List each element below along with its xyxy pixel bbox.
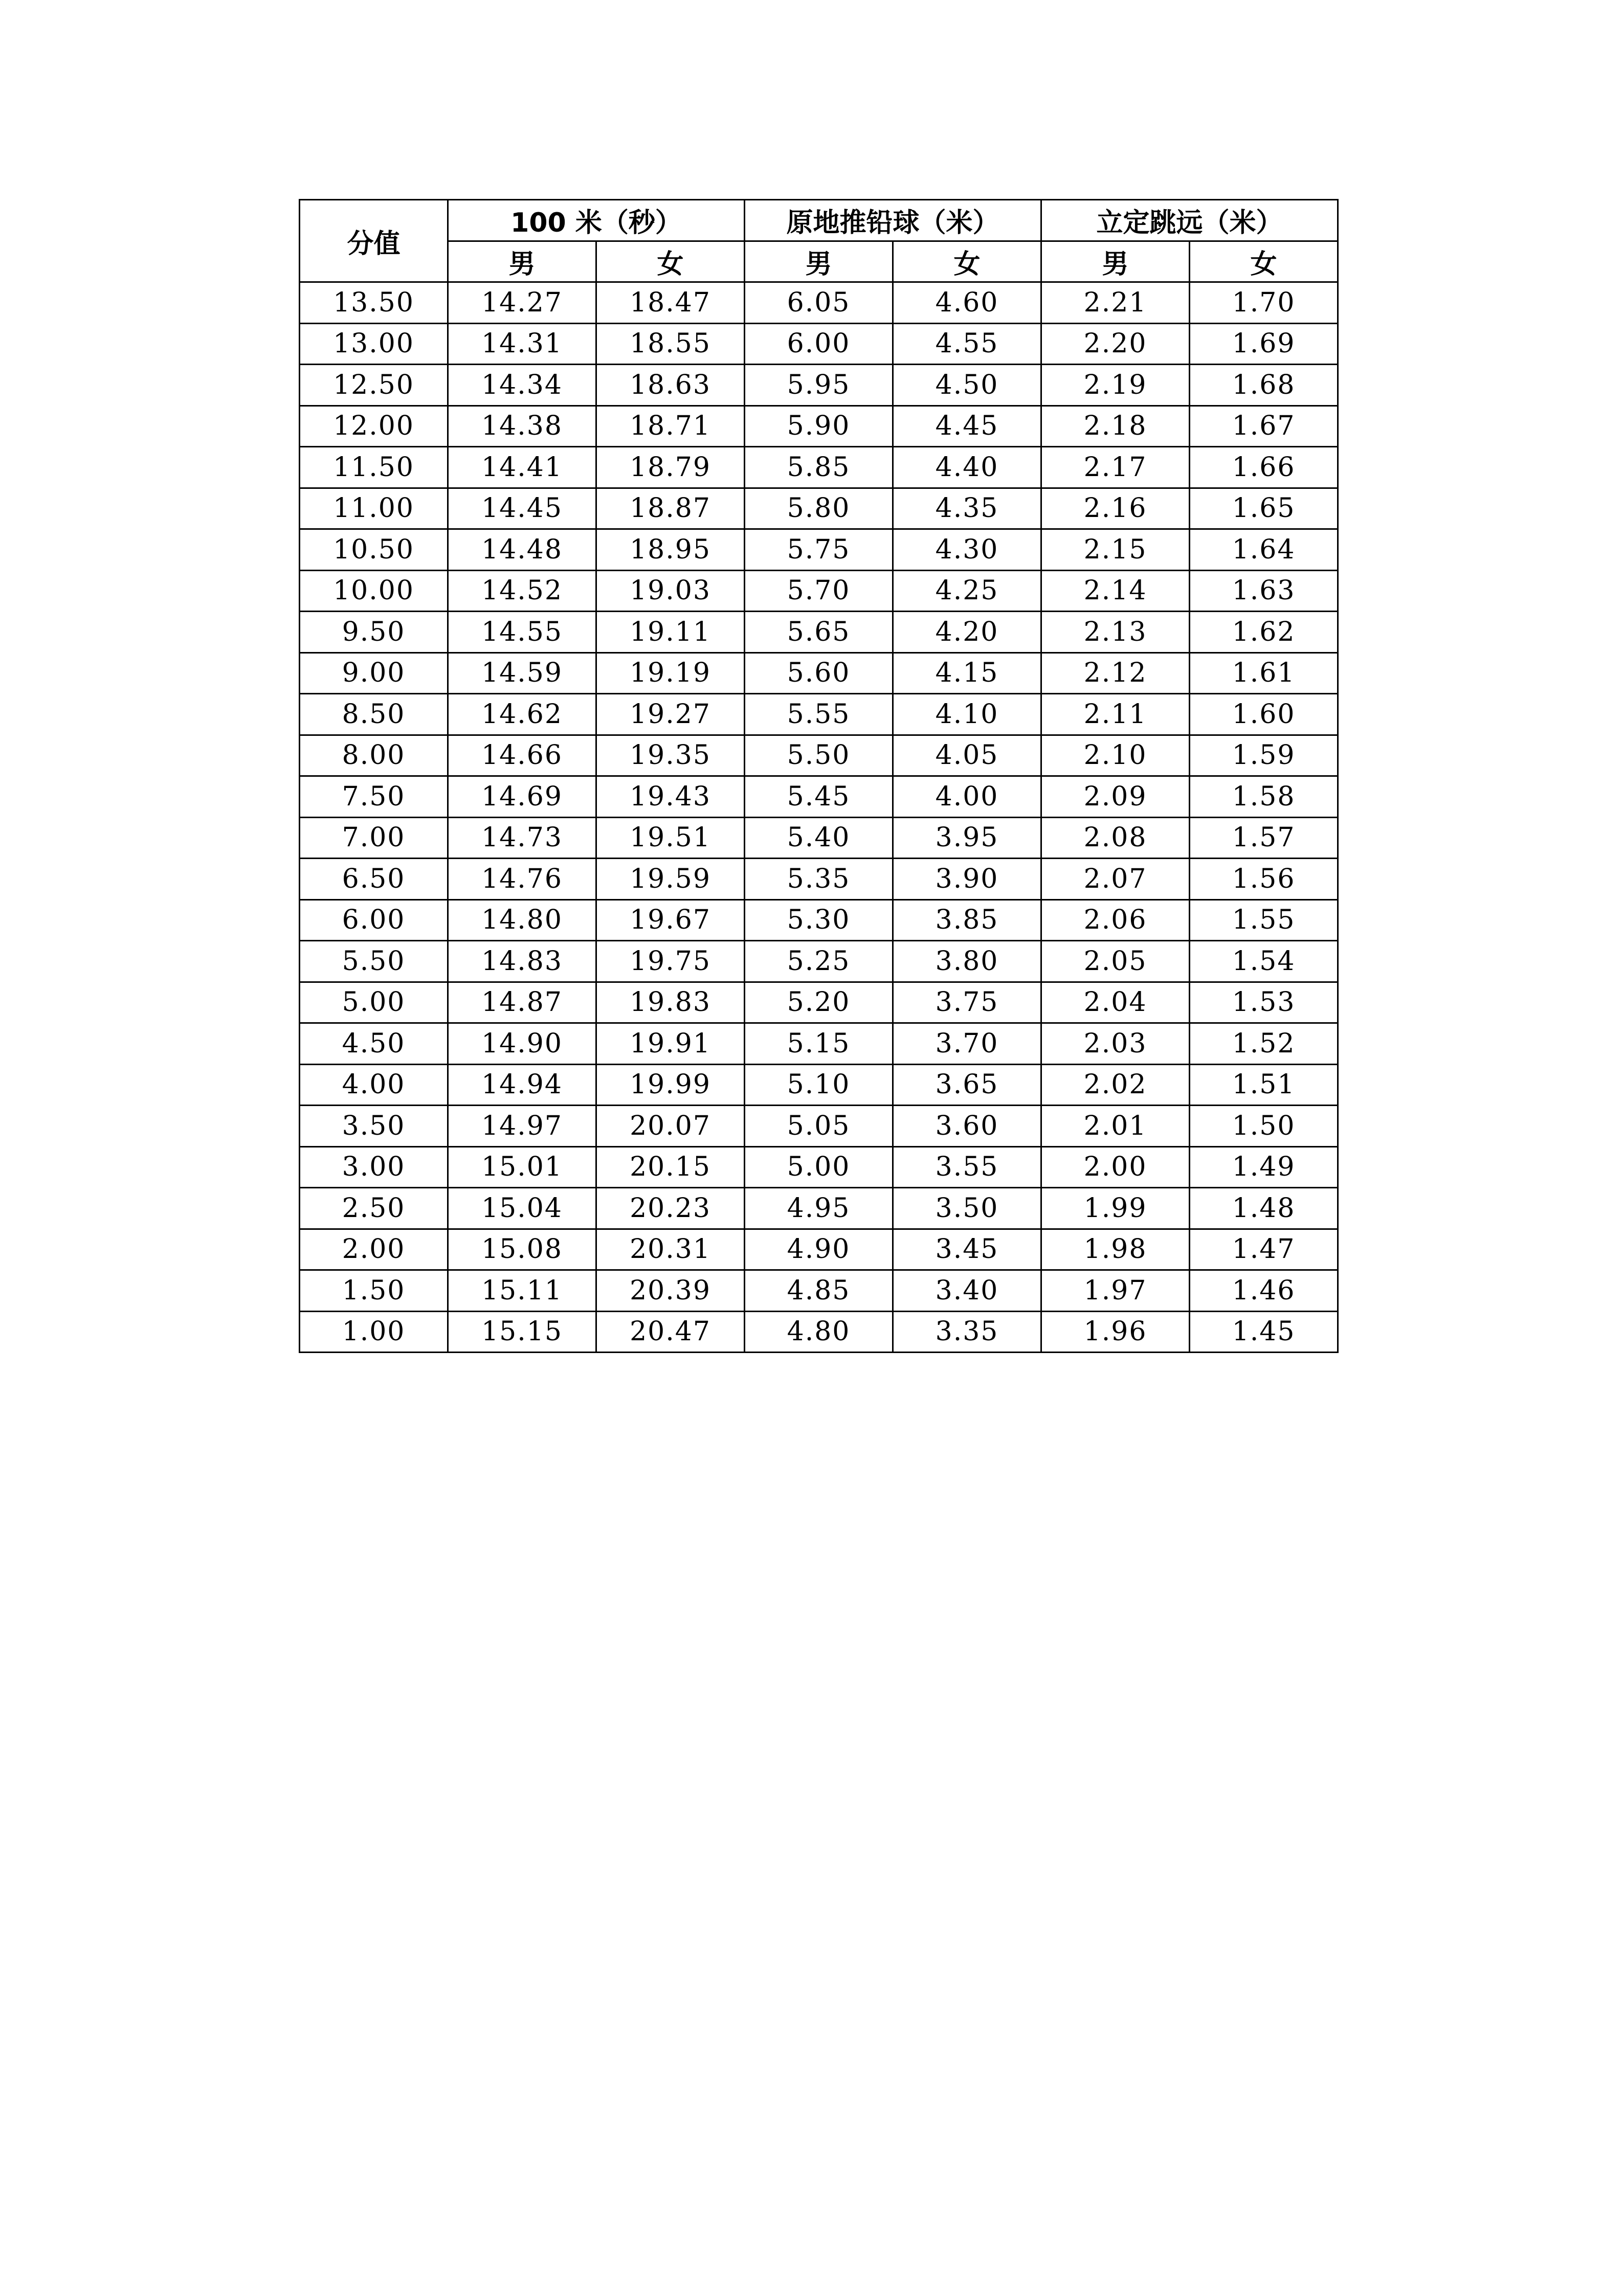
table-row	[300, 776, 1338, 818]
cell-100m-female: 19.59	[596, 859, 745, 900]
cell-score: 13.00	[300, 323, 448, 365]
cell-jump-female: 1.49	[1190, 1146, 1338, 1188]
table-row	[300, 1311, 1338, 1353]
cell-shot-put-female: 3.55	[893, 1146, 1041, 1188]
cell-score: 8.00	[300, 735, 448, 776]
cell-100m-male: 14.76	[448, 859, 596, 900]
cell-jump-female: 1.67	[1190, 406, 1338, 447]
cell-jump-male: 2.18	[1041, 406, 1190, 447]
cell-jump-female: 1.68	[1190, 365, 1338, 406]
sub-header-shot-put-male: 男	[745, 241, 893, 282]
cell-jump-female: 1.50	[1190, 1106, 1338, 1147]
cell-100m-female: 19.11	[596, 612, 745, 653]
cell-100m-female: 20.47	[596, 1311, 745, 1353]
cell-shot-put-male: 5.55	[745, 694, 893, 735]
cell-jump-male: 2.02	[1041, 1064, 1190, 1106]
cell-100m-male: 14.80	[448, 899, 596, 941]
cell-shot-put-male: 4.90	[745, 1229, 893, 1270]
cell-jump-female: 1.60	[1190, 694, 1338, 735]
cell-jump-male: 2.13	[1041, 612, 1190, 653]
table-row	[300, 570, 1338, 612]
cell-100m-female: 19.83	[596, 982, 745, 1023]
cell-100m-male: 14.27	[448, 282, 596, 324]
cell-jump-female: 1.55	[1190, 899, 1338, 941]
cell-jump-male: 1.97	[1041, 1270, 1190, 1312]
cell-score: 5.00	[300, 982, 448, 1023]
cell-score: 12.50	[300, 365, 448, 406]
cell-score: 7.50	[300, 776, 448, 818]
cell-shot-put-male: 5.20	[745, 982, 893, 1023]
cell-jump-male: 2.10	[1041, 735, 1190, 776]
cell-jump-male: 1.96	[1041, 1311, 1190, 1353]
cell-shot-put-male: 5.80	[745, 488, 893, 529]
cell-score: 10.50	[300, 529, 448, 571]
cell-jump-female: 1.45	[1190, 1311, 1338, 1353]
cell-score: 3.50	[300, 1106, 448, 1147]
table-row	[300, 488, 1338, 529]
table-row	[300, 1106, 1338, 1147]
cell-100m-female: 18.79	[596, 447, 745, 488]
cell-100m-female: 19.51	[596, 817, 745, 859]
table-row	[300, 612, 1338, 653]
table-row	[300, 1188, 1338, 1229]
cell-shot-put-male: 5.70	[745, 570, 893, 612]
sub-header-shot-put-female: 女	[893, 241, 1041, 282]
table-row	[300, 323, 1338, 365]
cell-100m-female: 20.39	[596, 1270, 745, 1312]
cell-shot-put-female: 3.90	[893, 859, 1041, 900]
cell-shot-put-female: 3.40	[893, 1270, 1041, 1312]
table-row	[300, 817, 1338, 859]
cell-shot-put-male: 5.50	[745, 735, 893, 776]
cell-jump-male: 2.12	[1041, 652, 1190, 694]
cell-shot-put-male: 5.10	[745, 1064, 893, 1106]
cell-jump-female: 1.48	[1190, 1188, 1338, 1229]
cell-jump-female: 1.52	[1190, 1023, 1338, 1065]
cell-shot-put-female: 3.60	[893, 1106, 1041, 1147]
cell-score: 9.50	[300, 612, 448, 653]
cell-jump-male: 2.09	[1041, 776, 1190, 818]
cell-shot-put-male: 5.05	[745, 1106, 893, 1147]
cell-100m-female: 19.03	[596, 570, 745, 612]
cell-score: 11.50	[300, 447, 448, 488]
cell-jump-male: 1.98	[1041, 1229, 1190, 1270]
cell-100m-male: 14.31	[448, 323, 596, 365]
table-header	[300, 200, 1338, 282]
cell-shot-put-female: 3.75	[893, 982, 1041, 1023]
cell-shot-put-female: 3.45	[893, 1229, 1041, 1270]
cell-100m-female: 18.87	[596, 488, 745, 529]
cell-shot-put-male: 5.15	[745, 1023, 893, 1065]
cell-jump-female: 1.56	[1190, 859, 1338, 900]
cell-100m-female: 20.07	[596, 1106, 745, 1147]
cell-100m-male: 14.62	[448, 694, 596, 735]
cell-jump-male: 2.03	[1041, 1023, 1190, 1065]
cell-jump-female: 1.54	[1190, 941, 1338, 982]
group-header-100m: 100 米（秒）	[448, 200, 745, 241]
cell-jump-male: 2.20	[1041, 323, 1190, 365]
cell-shot-put-female: 4.00	[893, 776, 1041, 818]
cell-score: 4.50	[300, 1023, 448, 1065]
cell-score: 6.00	[300, 899, 448, 941]
cell-jump-female: 1.64	[1190, 529, 1338, 571]
cell-score: 10.00	[300, 570, 448, 612]
cell-100m-male: 15.08	[448, 1229, 596, 1270]
table-row	[300, 282, 1338, 324]
cell-jump-female: 1.63	[1190, 570, 1338, 612]
cell-shot-put-male: 6.05	[745, 282, 893, 324]
cell-100m-male: 14.41	[448, 447, 596, 488]
cell-shot-put-female: 4.25	[893, 570, 1041, 612]
cell-shot-put-male: 5.45	[745, 776, 893, 818]
cell-100m-male: 14.66	[448, 735, 596, 776]
cell-shot-put-male: 4.95	[745, 1188, 893, 1229]
cell-score: 3.00	[300, 1146, 448, 1188]
cell-shot-put-female: 4.50	[893, 365, 1041, 406]
table-row	[300, 859, 1338, 900]
table-row	[300, 365, 1338, 406]
cell-jump-male: 2.19	[1041, 365, 1190, 406]
cell-shot-put-male: 4.80	[745, 1311, 893, 1353]
cell-jump-female: 1.70	[1190, 282, 1338, 324]
cell-100m-male: 14.38	[448, 406, 596, 447]
cell-shot-put-female: 3.65	[893, 1064, 1041, 1106]
cell-jump-female: 1.61	[1190, 652, 1338, 694]
group-header-standing-long-jump: 立定跳远（米）	[1041, 200, 1338, 241]
cell-jump-male: 2.08	[1041, 817, 1190, 859]
cell-100m-female: 19.67	[596, 899, 745, 941]
cell-100m-female: 19.27	[596, 694, 745, 735]
cell-100m-male: 14.83	[448, 941, 596, 982]
cell-score: 1.00	[300, 1311, 448, 1353]
cell-shot-put-female: 3.50	[893, 1188, 1041, 1229]
cell-100m-male: 14.97	[448, 1106, 596, 1147]
table-body	[300, 282, 1338, 1353]
cell-jump-male: 2.15	[1041, 529, 1190, 571]
score-header: 分值	[300, 200, 448, 282]
cell-jump-female: 1.66	[1190, 447, 1338, 488]
cell-100m-male: 14.73	[448, 817, 596, 859]
table-row	[300, 447, 1338, 488]
cell-100m-male: 15.01	[448, 1146, 596, 1188]
cell-jump-male: 2.16	[1041, 488, 1190, 529]
cell-shot-put-male: 5.40	[745, 817, 893, 859]
cell-shot-put-female: 3.35	[893, 1311, 1041, 1353]
table-row	[300, 529, 1338, 571]
cell-jump-female: 1.65	[1190, 488, 1338, 529]
cell-jump-male: 1.99	[1041, 1188, 1190, 1229]
cell-shot-put-male: 5.95	[745, 365, 893, 406]
cell-100m-male: 14.94	[448, 1064, 596, 1106]
table-row	[300, 1064, 1338, 1106]
cell-jump-female: 1.46	[1190, 1270, 1338, 1312]
score-table	[299, 199, 1339, 1353]
table-row	[300, 694, 1338, 735]
cell-jump-male: 2.05	[1041, 941, 1190, 982]
cell-shot-put-female: 4.55	[893, 323, 1041, 365]
cell-jump-male: 2.04	[1041, 982, 1190, 1023]
cell-100m-female: 19.19	[596, 652, 745, 694]
cell-shot-put-male: 5.85	[745, 447, 893, 488]
cell-jump-male: 2.00	[1041, 1146, 1190, 1188]
table-row	[300, 1146, 1338, 1188]
sub-header-jump-female: 女	[1190, 241, 1338, 282]
cell-100m-female: 20.15	[596, 1146, 745, 1188]
cell-shot-put-male: 5.25	[745, 941, 893, 982]
cell-100m-male: 14.87	[448, 982, 596, 1023]
cell-score: 8.50	[300, 694, 448, 735]
cell-shot-put-female: 4.35	[893, 488, 1041, 529]
table-row	[300, 735, 1338, 776]
table-row	[300, 652, 1338, 694]
cell-jump-male: 2.21	[1041, 282, 1190, 324]
table-row	[300, 941, 1338, 982]
cell-jump-male: 2.01	[1041, 1106, 1190, 1147]
cell-100m-female: 19.43	[596, 776, 745, 818]
cell-100m-female: 20.23	[596, 1188, 745, 1229]
cell-shot-put-male: 4.85	[745, 1270, 893, 1312]
cell-100m-male: 15.11	[448, 1270, 596, 1312]
cell-jump-male: 2.07	[1041, 859, 1190, 900]
cell-shot-put-male: 5.30	[745, 899, 893, 941]
cell-100m-male: 14.69	[448, 776, 596, 818]
cell-score: 2.50	[300, 1188, 448, 1229]
sub-header-100m-male: 男	[448, 241, 596, 282]
cell-100m-female: 18.63	[596, 365, 745, 406]
cell-jump-male: 2.06	[1041, 899, 1190, 941]
cell-shot-put-female: 4.45	[893, 406, 1041, 447]
cell-score: 11.00	[300, 488, 448, 529]
cell-100m-female: 19.99	[596, 1064, 745, 1106]
cell-score: 6.50	[300, 859, 448, 900]
cell-jump-female: 1.62	[1190, 612, 1338, 653]
cell-score: 7.00	[300, 817, 448, 859]
header-row-groups	[300, 200, 1338, 241]
cell-jump-female: 1.58	[1190, 776, 1338, 818]
table-row	[300, 1229, 1338, 1270]
cell-shot-put-male: 5.75	[745, 529, 893, 571]
cell-shot-put-female: 4.10	[893, 694, 1041, 735]
cell-100m-female: 18.47	[596, 282, 745, 324]
cell-shot-put-female: 4.20	[893, 612, 1041, 653]
table-row	[300, 899, 1338, 941]
cell-shot-put-female: 4.05	[893, 735, 1041, 776]
sub-header-100m-female: 女	[596, 241, 745, 282]
header-row-genders	[300, 241, 1338, 282]
sub-header-jump-male: 男	[1041, 241, 1190, 282]
cell-jump-female: 1.57	[1190, 817, 1338, 859]
cell-shot-put-male: 5.90	[745, 406, 893, 447]
cell-jump-female: 1.69	[1190, 323, 1338, 365]
cell-score: 9.00	[300, 652, 448, 694]
cell-jump-female: 1.47	[1190, 1229, 1338, 1270]
cell-score: 4.00	[300, 1064, 448, 1106]
cell-100m-male: 14.34	[448, 365, 596, 406]
cell-100m-male: 14.52	[448, 570, 596, 612]
cell-100m-male: 15.15	[448, 1311, 596, 1353]
cell-shot-put-female: 3.95	[893, 817, 1041, 859]
cell-jump-female: 1.59	[1190, 735, 1338, 776]
cell-shot-put-female: 3.85	[893, 899, 1041, 941]
cell-100m-male: 14.48	[448, 529, 596, 571]
cell-score: 1.50	[300, 1270, 448, 1312]
cell-100m-female: 19.91	[596, 1023, 745, 1065]
cell-score: 12.00	[300, 406, 448, 447]
cell-shot-put-female: 4.60	[893, 282, 1041, 324]
cell-score: 13.50	[300, 282, 448, 324]
cell-100m-female: 18.71	[596, 406, 745, 447]
cell-100m-male: 14.45	[448, 488, 596, 529]
cell-shot-put-male: 5.60	[745, 652, 893, 694]
cell-100m-female: 19.75	[596, 941, 745, 982]
cell-shot-put-male: 6.00	[745, 323, 893, 365]
cell-shot-put-male: 5.00	[745, 1146, 893, 1188]
cell-jump-male: 2.11	[1041, 694, 1190, 735]
cell-jump-female: 1.51	[1190, 1064, 1338, 1106]
table-row	[300, 406, 1338, 447]
cell-score: 5.50	[300, 941, 448, 982]
cell-100m-male: 15.04	[448, 1188, 596, 1229]
cell-jump-male: 2.17	[1041, 447, 1190, 488]
cell-jump-female: 1.53	[1190, 982, 1338, 1023]
cell-jump-male: 2.14	[1041, 570, 1190, 612]
cell-shot-put-female: 4.40	[893, 447, 1041, 488]
cell-shot-put-male: 5.35	[745, 859, 893, 900]
cell-shot-put-female: 4.15	[893, 652, 1041, 694]
table-row	[300, 982, 1338, 1023]
cell-100m-female: 18.95	[596, 529, 745, 571]
cell-shot-put-female: 4.30	[893, 529, 1041, 571]
cell-100m-male: 14.55	[448, 612, 596, 653]
cell-100m-male: 14.59	[448, 652, 596, 694]
group-header-shot-put: 原地推铅球（米）	[745, 200, 1041, 241]
cell-shot-put-female: 3.70	[893, 1023, 1041, 1065]
cell-100m-male: 14.90	[448, 1023, 596, 1065]
cell-100m-female: 20.31	[596, 1229, 745, 1270]
cell-shot-put-male: 5.65	[745, 612, 893, 653]
table-row	[300, 1270, 1338, 1312]
cell-score: 2.00	[300, 1229, 448, 1270]
cell-100m-female: 19.35	[596, 735, 745, 776]
cell-shot-put-female: 3.80	[893, 941, 1041, 982]
cell-100m-female: 18.55	[596, 323, 745, 365]
table-row	[300, 1023, 1338, 1065]
